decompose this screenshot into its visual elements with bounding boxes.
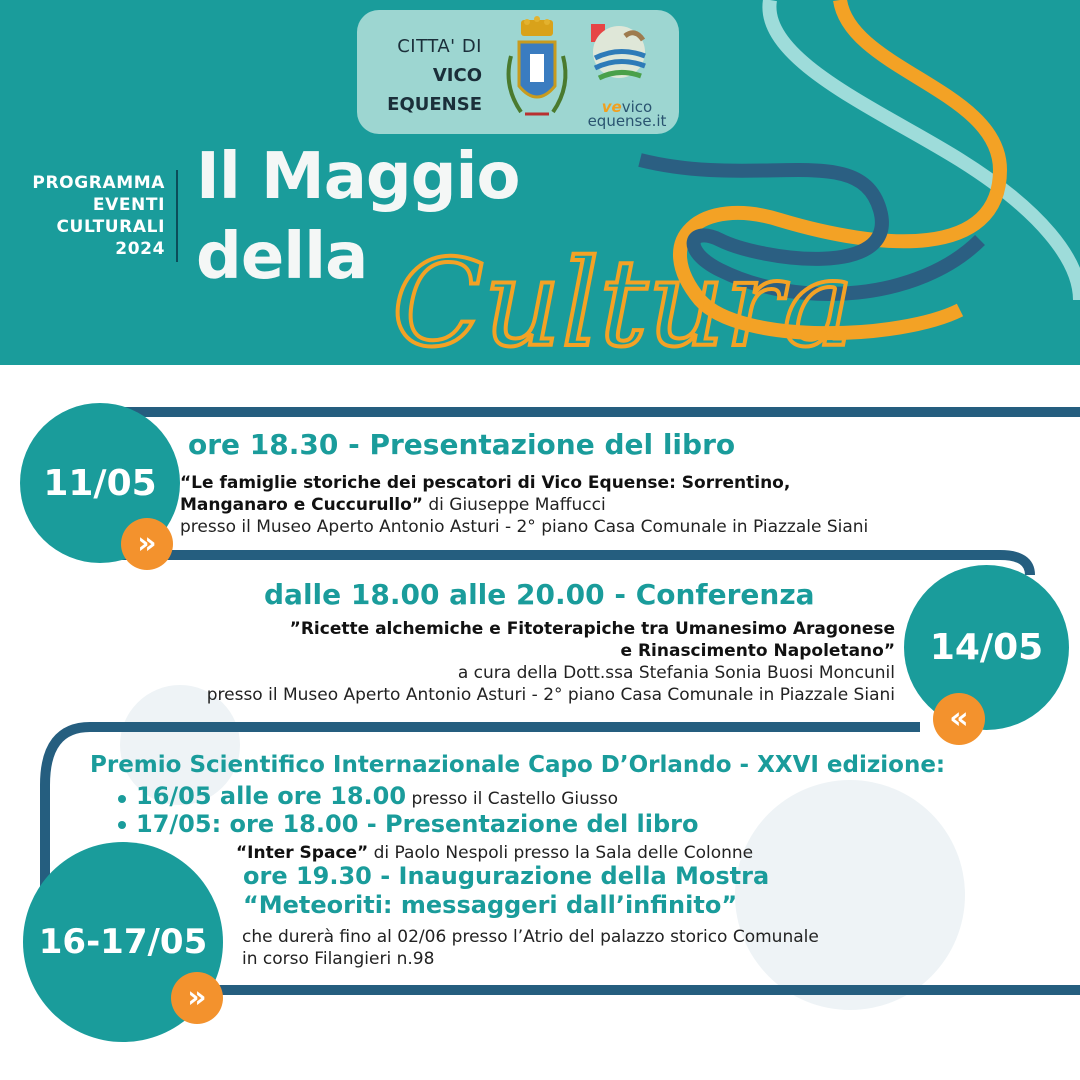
site-name-line2: equense.it <box>587 112 667 130</box>
event-curator: a cura della Dott.ssa Stefania Sonia Buosi Moncunil <box>457 663 895 683</box>
city-line1: CITTA' DI <box>397 36 482 57</box>
program-label <box>10 172 165 260</box>
sub1-time: 16/05 alle ore 18.00 <box>136 782 407 810</box>
exhibition-title: “Meteoriti: messaggeri dall’infinito” <box>243 891 738 919</box>
site-prefix: ve <box>601 98 622 116</box>
city-name <box>387 32 482 119</box>
event-details <box>20 618 895 706</box>
event-date: 14/05 <box>929 627 1044 668</box>
program-year: 2024 <box>115 239 165 259</box>
inauguration-heading: ore 19.30 - Inaugurazione della Mostra <box>243 862 770 890</box>
title-line2: della <box>196 220 368 294</box>
city-logo-badge <box>357 10 679 134</box>
bullet-dot <box>118 795 126 803</box>
program-line3: CULTURALI <box>56 217 165 237</box>
event-details <box>180 472 868 538</box>
event-place: presso il Museo Aperto Antonio Asturi - 2° piano Casa Comunale in Piazzale Siani <box>180 517 869 537</box>
book-title-line1: “Le famiglie storiche dei pescatori di Vico Equense: Sorrentino, <box>180 473 791 493</box>
exhibition-duration <box>242 926 819 970</box>
program-line2: EVENTI <box>92 195 165 215</box>
sub2-heading: 17/05: ore 18.00 - Presentazione del libro <box>136 810 699 838</box>
bullet-dot <box>118 821 126 829</box>
city-line3: EQUENSE <box>387 94 482 115</box>
event-date: 11/05 <box>43 462 157 504</box>
book-title: “Inter Space” <box>236 843 369 863</box>
sub1-place: presso il Castello Giusso <box>406 789 619 809</box>
event-date: 16-17/05 <box>38 922 208 962</box>
arrow-glyph: » <box>137 526 157 561</box>
header-banner <box>0 0 1080 365</box>
event-sub-1 <box>118 782 618 813</box>
book-rest: di Paolo Nespoli presso la Sala delle Colonne <box>368 843 754 863</box>
event-heading: ore 18.30 - Presentazione del libro <box>188 428 736 461</box>
event-heading: Premio Scientifico Internazionale Capo D’Orlando - XXVI edizione: <box>90 752 946 778</box>
duration-line: che durerà fino al 02/06 presso l’Atrio del palazzo storico Comunale <box>242 927 819 947</box>
site-name <box>577 100 677 128</box>
event-heading: dalle 18.00 alle 20.00 - Conferenza <box>264 578 815 611</box>
vico-equense-site-logo-icon <box>585 18 653 98</box>
page-title <box>196 137 519 297</box>
event-place: presso il Museo Aperto Antonio Asturi - 2° piano Casa Comunale in Piazzale Siani <box>206 685 895 705</box>
site-name-line1: vico <box>621 98 653 116</box>
event-date-badge <box>904 565 1069 730</box>
title-line1: Il Maggio <box>196 140 520 214</box>
back-arrow-icon[interactable] <box>933 693 985 745</box>
program-line1: PROGRAMMA <box>32 173 165 193</box>
address-line: in corso Filangieri n.98 <box>242 949 435 969</box>
talk-title-line2: e Rinascimento Napoletano” <box>620 641 895 661</box>
book-author: di Giuseppe Maffucci <box>422 495 606 515</box>
city-line2: VICO <box>432 65 482 86</box>
city-crest-icon <box>497 16 577 128</box>
forward-arrow-icon[interactable] <box>121 518 173 570</box>
cultura-text: Cultura <box>392 235 854 374</box>
arrow-glyph: « <box>949 701 969 736</box>
book-line <box>236 843 753 863</box>
forward-arrow-icon[interactable] <box>171 972 223 1024</box>
header-divider <box>176 170 178 262</box>
book-title-line2: Manganaro e Cuccurullo” <box>180 495 423 515</box>
arrow-glyph: » <box>187 980 207 1015</box>
event-sub-2 <box>118 810 698 838</box>
talk-title-line1: ”Ricette alchemiche e Fitoterapiche tra Umanesimo Aragonese <box>289 619 895 639</box>
